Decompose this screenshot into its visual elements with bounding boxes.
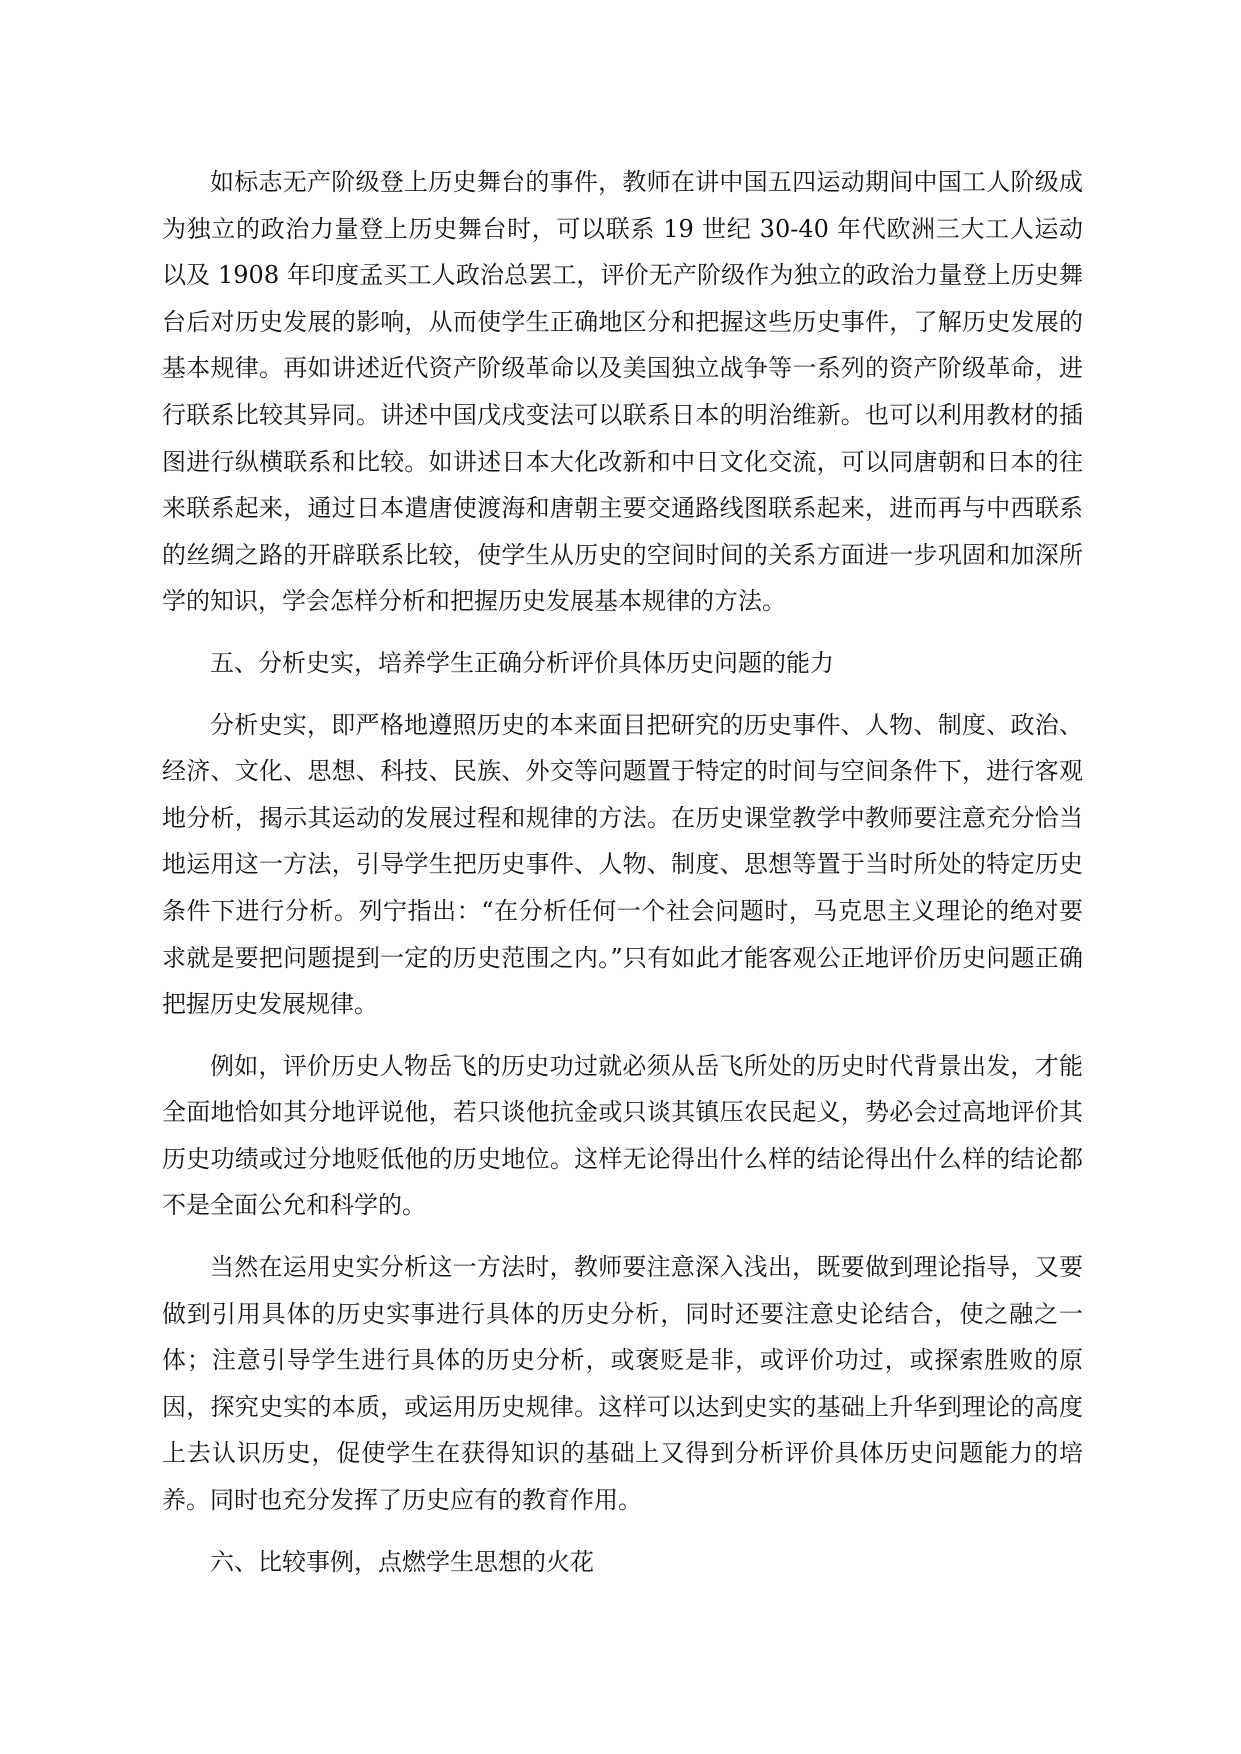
section-heading-6: 六、比较事例，点燃学生思想的火花 (210, 1547, 594, 1576)
body-paragraph-4: 当然在运用史实分析这一方法时，教师要注意深入浅出，既要做到理论指导，又要做到引用具体的历史实事进行具体的历史分析，同时还要注意史论结合，使之融之一体；注意引导学生进行具体的历史分析，或褒贬是非，或评价功过，或探索胜败的原因，探究史实的本质，或运用历史规律。这样可以达到史实的基础上升华到理论的高度上去认识历史，促使学生在获得知识的基础上又得到分析评价具体历史问题能力的培养。同时也充分发挥了历史应有的教育作用。 (162, 1253, 1083, 1515)
section-heading-5: 五、分析史实，培养学生正确分析评价具体历史问题的能力 (210, 648, 834, 677)
body-paragraph-3: 例如，评价历史人物岳飞的历史功过就必须从岳飞所处的历史时代背景出发，才能全面地恰如其分地评说他，若只谈他抗金或只谈其镇压农民起义，势必会过高地评价其历史功绩或过分地贬低他的历史地位。这样无论得出什么样的结论得出什么样的结论都不是全面公允和科学的。 (162, 1051, 1083, 1220)
body-paragraph-2: 分析史实，即严格地遵照历史的本来面目把研究的历史事件、人物、制度、政治、经济、文化、思想、科技、民族、外交等问题置于特定的时间与空间条件下，进行客观地分析，揭示其运动的发展过程和规律的方法。在历史课堂教学中教师要注意充分恰当地运用这一方法，引导学生把历史事件、人物、制度、思想等置于当时所处的特定历史条件下进行分析。列宁指出：“在分析任何一个社会问题时，马克思主义理论的绝对要求就是要把问题提到一定的历史范围之内。”只有如此才能客观公正地评价历史问题正确把握历史发展规律。 (162, 710, 1083, 1019)
body-paragraph-1: 如标志无产阶级登上历史舞台的事件，教师在讲中国五四运动期间中国工人阶级成为独立的政治力量登上历史舞台时，可以联系 19 世纪 30-40 年代欧洲三大工人运动以及 1908 年印度孟买工人政治总罢工，评价无产阶级作为独立的政治力量登上历史舞台后对历史发展的影响，从而使学生正确地区分和把握这些历史事件，了解历史发展的基本规律。再如讲述近代资产阶级革命以及美国独立战争等一系列的资产阶级革命，进行联系比较其异同。讲述中国戊戌变法可以联系日本的明治维新。也可以利用教材的插图进行纵横联系和比较。如讲述日本大化改新和中日文化交流，可以同唐朝和日本的往来联系起来，通过日本遣唐使渡海和唐朝主要交通路线图联系起来，进而再与中西联系的丝绸之路的开辟联系比较，使学生从历史的空间时间的关系方面进一步巩固和加深所学的知识，学会怎样分析和把握历史发展基本规律的方法。 (162, 168, 1083, 616)
